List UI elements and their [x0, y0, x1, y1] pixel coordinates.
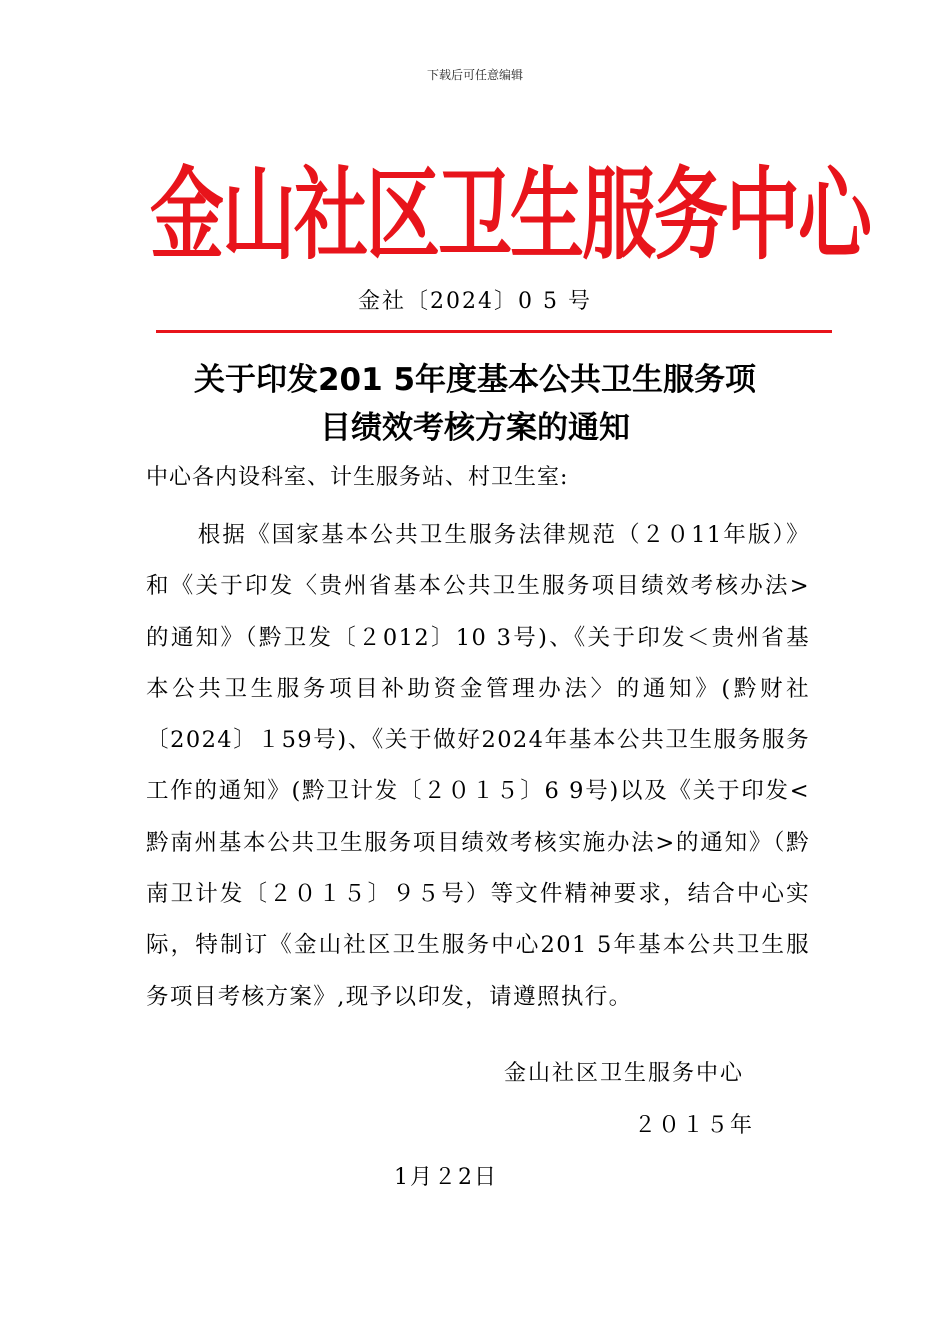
signature-date: 1月２2日 — [394, 1165, 498, 1190]
document-number: 金社〔2024〕0 5 号 — [358, 289, 592, 314]
signature-year: ２０１５年 — [634, 1113, 755, 1138]
document-title-line-1: 关于印发201 5年度基本公共卫生服务项 — [193, 362, 757, 398]
document-title — [140, 356, 810, 452]
document-title-line-2: 目绩效考核方案的通知 — [320, 410, 630, 446]
red-divider — [156, 330, 832, 333]
organization-title: 金山社区卫生服务中心 — [150, 157, 870, 274]
body-paragraph: 根据《国家基本公共卫生服务法律规范（２０11年版）》和《关于印发〈贵州省基本公共卫生服务项目绩效考核办法>的通知》（黔卫发〔２012〕10 3号)、《关于印发＜贵州省基本公共卫生服务项目补助资金管理办法〉的通知》(黔财社〔2024〕１59号)、《关于做好2024年基本公共卫生服务服务工作的通知》(黔卫计发〔２０１５〕6 9号)以及《关于印发<黔南州基本公共卫生服务项目绩效考核实施办法>的通知》（黔南卫计发〔２０１５〕９５号）等文件精神要求，结合中心实际，特制订《金山社区卫生服务中心201 5年基本公共卫生服务项目考核方案》,现予以印发，请遵照执行。 — [146, 522, 810, 1010]
header-note: 下载后可任意编辑 — [426, 68, 523, 82]
signature-organization: 金山社区卫生服务中心 — [504, 1061, 745, 1086]
salutation: 中心各内设科室、计生服务站、村卫生室: — [146, 465, 569, 490]
